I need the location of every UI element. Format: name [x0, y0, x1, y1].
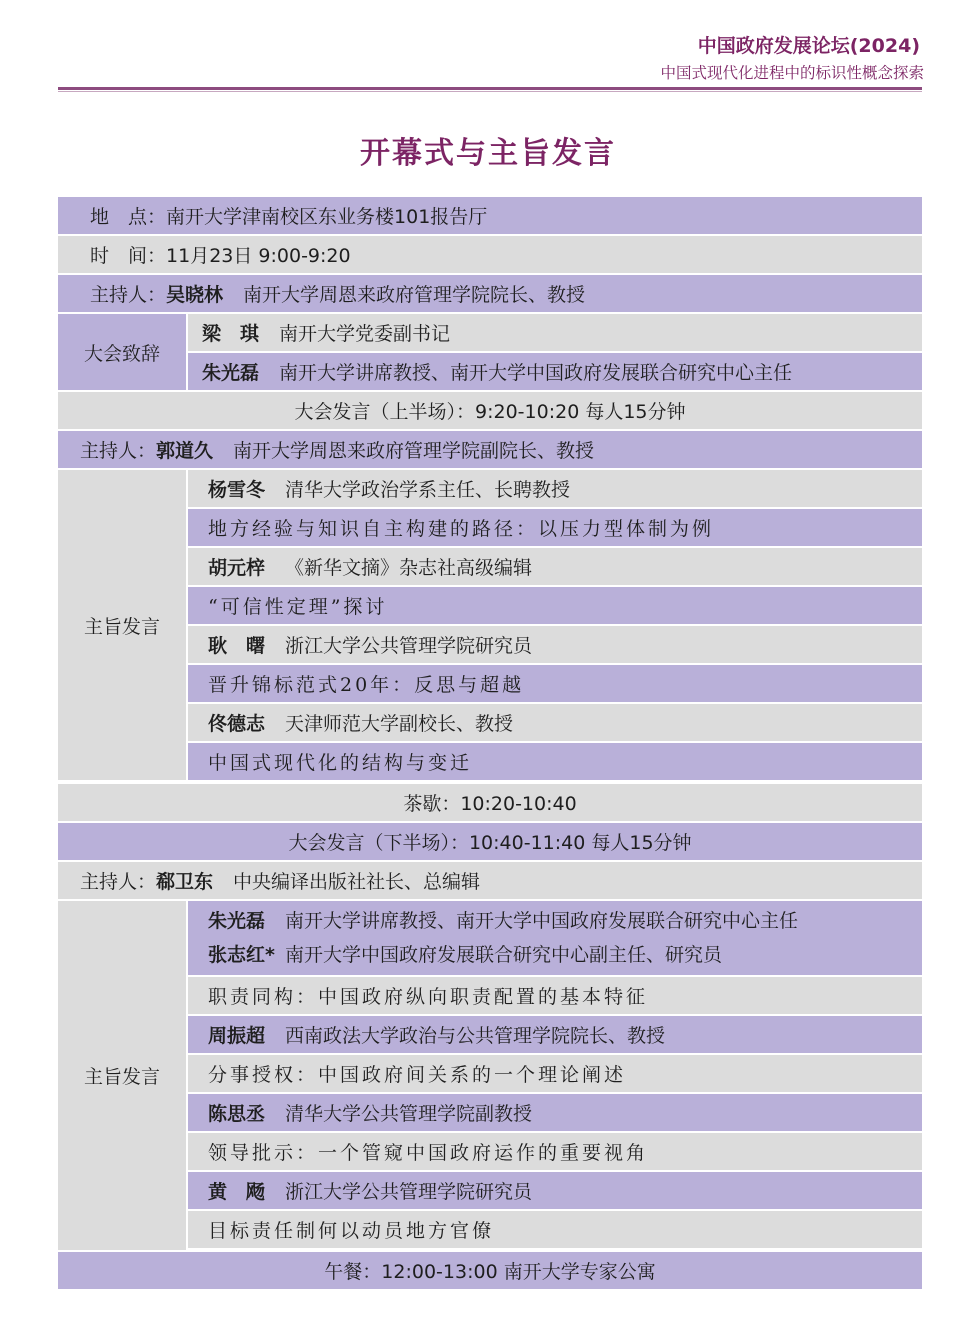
forum-subtitle: 中国式现代化进程中的标识性概念探索: [660, 64, 924, 82]
session1-host-row: [58, 431, 922, 468]
speaker-name: 朱光磊: [208, 910, 266, 932]
session2-label: 主旨发言: [58, 901, 186, 1250]
speaker-row: [188, 626, 922, 663]
session1-heading: 大会发言（上半场）：9:20-10:20 每人15分钟: [58, 392, 922, 429]
speaker-title: 西南政法大学政治与公共管理学院院长、教授: [285, 1025, 666, 1047]
tea-break-row: 茶歇：10:20-10:40: [58, 784, 922, 821]
speaker-title: 《新华文摘》杂志社高级编辑: [285, 557, 533, 579]
talk-topic: “可信性定理”探讨: [208, 596, 388, 618]
welcome-speaker-row: [188, 353, 922, 390]
speaker-name: 张志红*: [208, 944, 275, 966]
speaker-title: 清华大学公共管理学院副教授: [285, 1103, 533, 1125]
opening-host-name: 吴晓林: [166, 284, 224, 306]
session2-host-label: 主持人：: [80, 871, 157, 893]
topic-row: [188, 1055, 922, 1092]
talk-topic: 职责同构：中国政府纵向职责配置的基本特征: [208, 986, 649, 1008]
talk-topic: 地方经验与知识自主构建的路径：以压力型体制为例: [208, 518, 715, 540]
speaker-row: [188, 704, 922, 741]
session1-label: 主旨发言: [58, 470, 186, 780]
session1-host-name: 郭道久: [156, 440, 214, 462]
time-row: [58, 236, 922, 273]
speaker-name: 耿 曙: [208, 635, 266, 657]
lunch-row: 午餐：12:00-13:00 南开大学专家公寓: [58, 1252, 922, 1289]
venue-row: [58, 197, 922, 234]
speaker-title: 浙江大学公共管理学院研究员: [285, 635, 533, 657]
speaker-name: 胡元梓: [208, 557, 266, 579]
speaker-title: 南开大学讲席教授、南开大学中国政府发展联合研究中心主任: [285, 910, 799, 932]
topic-row: [188, 1211, 922, 1248]
topic-row: [188, 1133, 922, 1170]
talk-topic: 晋升锦标范式20年：反思与超越: [208, 674, 525, 696]
page-title: 开幕式与主旨发言: [360, 136, 616, 171]
talk-topic: 中国式现代化的结构与变迁: [208, 752, 473, 774]
speaker-row: [188, 1172, 922, 1209]
co-speaker-row: [188, 901, 922, 975]
talk-topic: 领导批示：一个管窥中国政府运作的重要视角: [208, 1142, 649, 1164]
session1-host-title: 南开大学周恩来政府管理学院副院长、教授: [233, 440, 595, 462]
speaker-row: [188, 1094, 922, 1131]
time-label: 时 间：: [90, 245, 167, 267]
speaker-title: 清华大学政治学系主任、长聘教授: [285, 479, 571, 501]
venue-label: 地 点：: [90, 206, 167, 228]
speaker-title: 天津师范大学副校长、教授: [285, 713, 514, 735]
topic-row: [188, 587, 922, 624]
topic-row: [188, 509, 922, 546]
speaker-title: 浙江大学公共管理学院研究员: [285, 1181, 533, 1203]
welcome-speaker-row: [188, 314, 922, 351]
header-divider-thin: [58, 91, 922, 92]
topic-row: [188, 743, 922, 780]
session2-host-title: 中央编译出版社社长、总编辑: [233, 871, 481, 893]
talk-topic: 分事授权：中国政府间关系的一个理论阐述: [208, 1064, 627, 1086]
co-speaker: [208, 938, 722, 972]
topic-row: [188, 977, 922, 1014]
welcome-label: 大会致辞: [58, 314, 186, 390]
venue-value: 南开大学津南校区东业务楼101报告厅: [166, 206, 488, 228]
speaker-name: 周振超: [208, 1025, 266, 1047]
speaker-title: 南开大学党委副书记: [279, 323, 451, 345]
talk-topic: 目标责任制何以动员地方官僚: [208, 1220, 495, 1242]
opening-host-title: 南开大学周恩来政府管理学院院长、教授: [243, 284, 586, 306]
speaker-name: 黄 飏: [208, 1181, 266, 1203]
speaker-name: 陈思丞: [208, 1103, 266, 1125]
opening-host-label: 主持人：: [90, 284, 167, 306]
speaker-name: 梁 琪: [202, 323, 260, 345]
speaker-row: [188, 470, 922, 507]
session1-host-label: 主持人：: [80, 440, 157, 462]
speaker-title: 南开大学中国政府发展联合研究中心副主任、研究员: [284, 944, 722, 966]
speaker-row: [188, 548, 922, 585]
speaker-name: 朱光磊: [202, 362, 260, 384]
speaker-name: 佟德志: [208, 713, 266, 735]
session2-host-name: 郗卫东: [156, 871, 214, 893]
topic-row: [188, 665, 922, 702]
speaker-row: [188, 1016, 922, 1053]
header-divider: [58, 87, 922, 90]
session2-host-row: [58, 862, 922, 899]
opening-host-row: [58, 275, 922, 312]
speaker-title: 南开大学讲席教授、南开大学中国政府发展联合研究中心主任: [279, 362, 793, 384]
time-value: 11月23日 9:00-9:20: [166, 245, 351, 267]
speaker-name: 杨雪冬: [208, 479, 266, 501]
session2-heading: 大会发言（下半场）：10:40-11:40 每人15分钟: [58, 823, 922, 860]
forum-title: 中国政府发展论坛(2024): [697, 35, 920, 57]
co-speaker: [208, 904, 798, 938]
